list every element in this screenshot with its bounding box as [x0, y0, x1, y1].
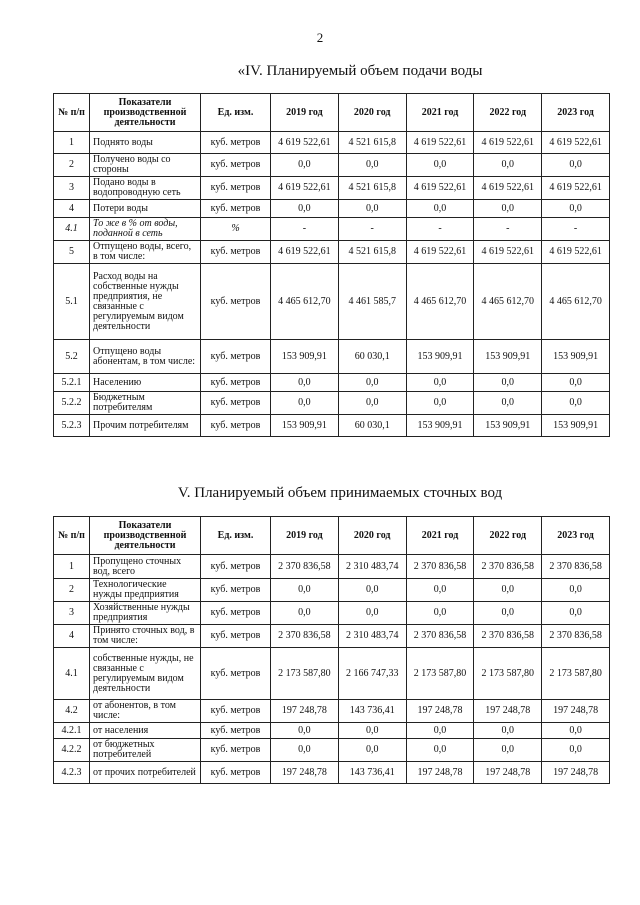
- row-value-2019: 0,0: [271, 602, 339, 625]
- row-value-2021: 0,0: [406, 602, 474, 625]
- header-num: № п/п: [54, 517, 90, 555]
- row-value-2023: 4 619 522,61: [542, 177, 610, 200]
- row-value-2020: 2 310 483,74: [338, 625, 406, 648]
- row-value-2022: 153 909,91: [474, 340, 542, 374]
- row-value-2022: 0,0: [474, 200, 542, 218]
- row-value-2023: 0,0: [542, 200, 610, 218]
- row-number: 4.2.1: [54, 723, 90, 739]
- row-number: 4.1: [54, 648, 90, 700]
- table-row: [54, 340, 610, 374]
- row-value-2019: 2 370 836,58: [271, 625, 339, 648]
- row-value-2021: 4 619 522,61: [406, 132, 474, 154]
- row-value-2019: 0,0: [271, 200, 339, 218]
- row-value-2022: 0,0: [474, 602, 542, 625]
- row-value-2019: 197 248,78: [271, 762, 339, 784]
- row-value-2019: 0,0: [271, 374, 339, 392]
- row-indicator: Отпущено воды, всего, в том числе:: [90, 241, 201, 264]
- table1-title: «IV. Планируемый объем подачи воды: [237, 63, 483, 79]
- row-unit: куб. метров: [201, 700, 271, 723]
- table-row: [54, 264, 610, 340]
- row-value-2023: 153 909,91: [542, 340, 610, 374]
- row-unit: куб. метров: [201, 723, 271, 739]
- row-value-2022: 153 909,91: [474, 415, 542, 437]
- row-number: 5.2: [54, 340, 90, 374]
- header-unit: Ед. изм.: [201, 517, 271, 555]
- table-header-row: [54, 517, 610, 555]
- row-unit: куб. метров: [201, 602, 271, 625]
- row-value-2021: 4 465 612,70: [406, 264, 474, 340]
- row-unit: куб. метров: [201, 579, 271, 602]
- row-value-2020: 0,0: [338, 602, 406, 625]
- row-value-2022: 197 248,78: [474, 700, 542, 723]
- row-unit: куб. метров: [201, 648, 271, 700]
- row-value-2019: 0,0: [271, 723, 339, 739]
- row-value-2019: 4 619 522,61: [271, 177, 339, 200]
- row-value-2022: 197 248,78: [474, 762, 542, 784]
- row-indicator: Расход воды на собственные нужды предприятия, не связанные с регулируемым видом деятельности: [90, 264, 201, 340]
- row-value-2023: 0,0: [542, 723, 610, 739]
- row-indicator: Бюджетным потребителям: [90, 392, 201, 415]
- row-value-2020: 4 521 615,8: [338, 132, 406, 154]
- row-value-2022: 4 465 612,70: [474, 264, 542, 340]
- row-indicator: Технологические нужды предприятия: [90, 579, 201, 602]
- row-unit: куб. метров: [201, 177, 271, 200]
- row-value-2022: 0,0: [474, 392, 542, 415]
- row-value-2020: 143 736,41: [338, 700, 406, 723]
- table-row: [54, 392, 610, 415]
- row-value-2020: 4 521 615,8: [338, 177, 406, 200]
- row-value-2021: 0,0: [406, 374, 474, 392]
- row-value-2022: 0,0: [474, 374, 542, 392]
- row-number: 4: [54, 625, 90, 648]
- table-row: [54, 154, 610, 177]
- row-indicator: Получено воды со стороны: [90, 154, 201, 177]
- row-value-2023: 4 619 522,61: [542, 241, 610, 264]
- row-value-2023: 4 465 612,70: [542, 264, 610, 340]
- header-year-2022: 2022 год: [474, 517, 542, 555]
- row-value-2021: 2 370 836,58: [406, 625, 474, 648]
- row-indicator: Потери воды: [90, 200, 201, 218]
- row-value-2022: 2 370 836,58: [474, 555, 542, 579]
- row-unit: куб. метров: [201, 762, 271, 784]
- row-value-2023: 2 173 587,80: [542, 648, 610, 700]
- row-indicator: Прочим потребителям: [90, 415, 201, 437]
- row-value-2020: 2 166 747,33: [338, 648, 406, 700]
- row-number: 5: [54, 241, 90, 264]
- row-unit: куб. метров: [201, 374, 271, 392]
- row-unit: куб. метров: [201, 392, 271, 415]
- row-indicator: Поднято воды: [90, 132, 201, 154]
- header-year-2023: 2023 год: [542, 517, 610, 555]
- table2-title: V. Планируемый объем принимаемых сточных вод: [177, 485, 503, 501]
- header-unit: Ед. изм.: [201, 94, 271, 132]
- row-value-2023: 0,0: [542, 374, 610, 392]
- table-row: [54, 200, 610, 218]
- row-unit: куб. метров: [201, 154, 271, 177]
- row-unit: куб. метров: [201, 132, 271, 154]
- header-indicator: Показатели производственной деятельности: [90, 517, 201, 555]
- row-value-2019: 2 370 836,58: [271, 555, 339, 579]
- row-indicator: Отпущено воды абонентам, в том числе:: [90, 340, 201, 374]
- table-row: [54, 579, 610, 602]
- row-value-2019: 0,0: [271, 579, 339, 602]
- row-number: 4.2: [54, 700, 90, 723]
- row-value-2019: 2 173 587,80: [271, 648, 339, 700]
- row-number: 1: [54, 555, 90, 579]
- row-value-2020: 60 030,1: [338, 415, 406, 437]
- row-value-2019: 0,0: [271, 154, 339, 177]
- row-unit: куб. метров: [201, 200, 271, 218]
- row-value-2019: 153 909,91: [271, 415, 339, 437]
- row-indicator: Подано воды в водопроводную сеть: [90, 177, 201, 200]
- table-row: [54, 177, 610, 200]
- row-value-2022: 4 619 522,61: [474, 241, 542, 264]
- row-unit: куб. метров: [201, 264, 271, 340]
- row-unit: %: [201, 218, 271, 241]
- row-value-2021: 0,0: [406, 739, 474, 762]
- header-num: № п/п: [54, 94, 90, 132]
- row-number: 2: [54, 579, 90, 602]
- row-number: 3: [54, 602, 90, 625]
- row-value-2021: 2 370 836,58: [406, 555, 474, 579]
- header-indicator: Показатели производственной деятельности: [90, 94, 201, 132]
- table-row: [54, 555, 610, 579]
- row-value-2019: 0,0: [271, 739, 339, 762]
- row-value-2020: 0,0: [338, 739, 406, 762]
- row-value-2022: 2 173 587,80: [474, 648, 542, 700]
- row-value-2019: 197 248,78: [271, 700, 339, 723]
- row-value-2023: 197 248,78: [542, 700, 610, 723]
- row-value-2020: 0,0: [338, 579, 406, 602]
- table-row: [54, 602, 610, 625]
- row-indicator: от населения: [90, 723, 201, 739]
- row-value-2019: 4 465 612,70: [271, 264, 339, 340]
- header-year-2019: 2019 год: [271, 94, 339, 132]
- row-value-2020: 0,0: [338, 374, 406, 392]
- header-year-2021: 2021 год: [406, 94, 474, 132]
- row-value-2021: 0,0: [406, 579, 474, 602]
- row-value-2021: 0,0: [406, 154, 474, 177]
- row-value-2021: 153 909,91: [406, 340, 474, 374]
- row-value-2022: 4 619 522,61: [474, 132, 542, 154]
- row-unit: куб. метров: [201, 555, 271, 579]
- table-row: [54, 762, 610, 784]
- row-value-2020: 2 310 483,74: [338, 555, 406, 579]
- row-value-2021: 0,0: [406, 392, 474, 415]
- row-value-2020: 4 461 585,7: [338, 264, 406, 340]
- row-value-2019: 0,0: [271, 392, 339, 415]
- row-value-2021: 197 248,78: [406, 700, 474, 723]
- water-supply-table: [53, 93, 610, 437]
- header-year-2020: 2020 год: [338, 94, 406, 132]
- row-unit: куб. метров: [201, 739, 271, 762]
- row-value-2023: 2 370 836,58: [542, 625, 610, 648]
- row-value-2022: 0,0: [474, 579, 542, 602]
- row-indicator: То же в % от воды, поданной в сеть: [90, 218, 201, 241]
- row-value-2022: 2 370 836,58: [474, 625, 542, 648]
- row-indicator: Принято сточных вод, в том числе:: [90, 625, 201, 648]
- row-value-2020: 60 030,1: [338, 340, 406, 374]
- row-value-2023: 2 370 836,58: [542, 555, 610, 579]
- row-indicator: собственные нужды, не связанные с регулируемым видом деятельности: [90, 648, 201, 700]
- row-value-2023: 0,0: [542, 154, 610, 177]
- table-row: [54, 374, 610, 392]
- table-row: [54, 132, 610, 154]
- row-value-2023: 153 909,91: [542, 415, 610, 437]
- page-number: 2: [316, 30, 324, 45]
- row-unit: куб. метров: [201, 415, 271, 437]
- row-value-2023: 0,0: [542, 392, 610, 415]
- row-number: 4.2.3: [54, 762, 90, 784]
- table-row: [54, 415, 610, 437]
- table-row: [54, 648, 610, 700]
- row-value-2022: 4 619 522,61: [474, 177, 542, 200]
- row-indicator: от прочих потребителей: [90, 762, 201, 784]
- row-value-2023: -: [542, 218, 610, 241]
- row-value-2021: 2 173 587,80: [406, 648, 474, 700]
- row-value-2022: 0,0: [474, 154, 542, 177]
- row-value-2022: 0,0: [474, 723, 542, 739]
- row-value-2020: 0,0: [338, 723, 406, 739]
- row-value-2022: 0,0: [474, 739, 542, 762]
- table-row: [54, 739, 610, 762]
- row-value-2023: 197 248,78: [542, 762, 610, 784]
- header-year-2021: 2021 год: [406, 517, 474, 555]
- table-row: [54, 625, 610, 648]
- row-value-2020: -: [338, 218, 406, 241]
- row-value-2023: 0,0: [542, 739, 610, 762]
- header-year-2019: 2019 год: [271, 517, 339, 555]
- row-value-2021: 4 619 522,61: [406, 177, 474, 200]
- row-indicator: от бюджетных потребителей: [90, 739, 201, 762]
- row-value-2023: 0,0: [542, 579, 610, 602]
- row-number: 5.2.1: [54, 374, 90, 392]
- row-indicator: Населению: [90, 374, 201, 392]
- row-value-2020: 0,0: [338, 154, 406, 177]
- row-number: 4: [54, 200, 90, 218]
- row-value-2022: -: [474, 218, 542, 241]
- table-row: [54, 700, 610, 723]
- row-unit: куб. метров: [201, 241, 271, 264]
- row-value-2019: 153 909,91: [271, 340, 339, 374]
- row-unit: куб. метров: [201, 625, 271, 648]
- table-row: [54, 241, 610, 264]
- row-value-2023: 0,0: [542, 602, 610, 625]
- row-value-2021: -: [406, 218, 474, 241]
- row-number: 5.2.2: [54, 392, 90, 415]
- table-row: [54, 218, 610, 241]
- row-value-2021: 4 619 522,61: [406, 241, 474, 264]
- header-year-2020: 2020 год: [338, 517, 406, 555]
- wastewater-table: [53, 516, 610, 784]
- row-indicator: от абонентов, в том числе:: [90, 700, 201, 723]
- row-value-2020: 4 521 615,8: [338, 241, 406, 264]
- row-value-2021: 197 248,78: [406, 762, 474, 784]
- row-indicator: Хозяйственные нужды предприятия: [90, 602, 201, 625]
- table-row: [54, 723, 610, 739]
- row-value-2019: 4 619 522,61: [271, 132, 339, 154]
- row-number: 3: [54, 177, 90, 200]
- row-number: 4.2.2: [54, 739, 90, 762]
- row-number: 5.2.3: [54, 415, 90, 437]
- row-value-2021: 153 909,91: [406, 415, 474, 437]
- row-value-2020: 0,0: [338, 200, 406, 218]
- row-indicator: Пропущено сточных вод, всего: [90, 555, 201, 579]
- row-number: 5.1: [54, 264, 90, 340]
- header-year-2023: 2023 год: [542, 94, 610, 132]
- row-value-2020: 0,0: [338, 392, 406, 415]
- row-value-2021: 0,0: [406, 200, 474, 218]
- row-value-2019: 4 619 522,61: [271, 241, 339, 264]
- row-number: 4.1: [54, 218, 90, 241]
- row-value-2021: 0,0: [406, 723, 474, 739]
- row-number: 1: [54, 132, 90, 154]
- row-value-2023: 4 619 522,61: [542, 132, 610, 154]
- header-year-2022: 2022 год: [474, 94, 542, 132]
- row-number: 2: [54, 154, 90, 177]
- row-unit: куб. метров: [201, 340, 271, 374]
- table-header-row: [54, 94, 610, 132]
- row-value-2019: -: [271, 218, 339, 241]
- row-value-2020: 143 736,41: [338, 762, 406, 784]
